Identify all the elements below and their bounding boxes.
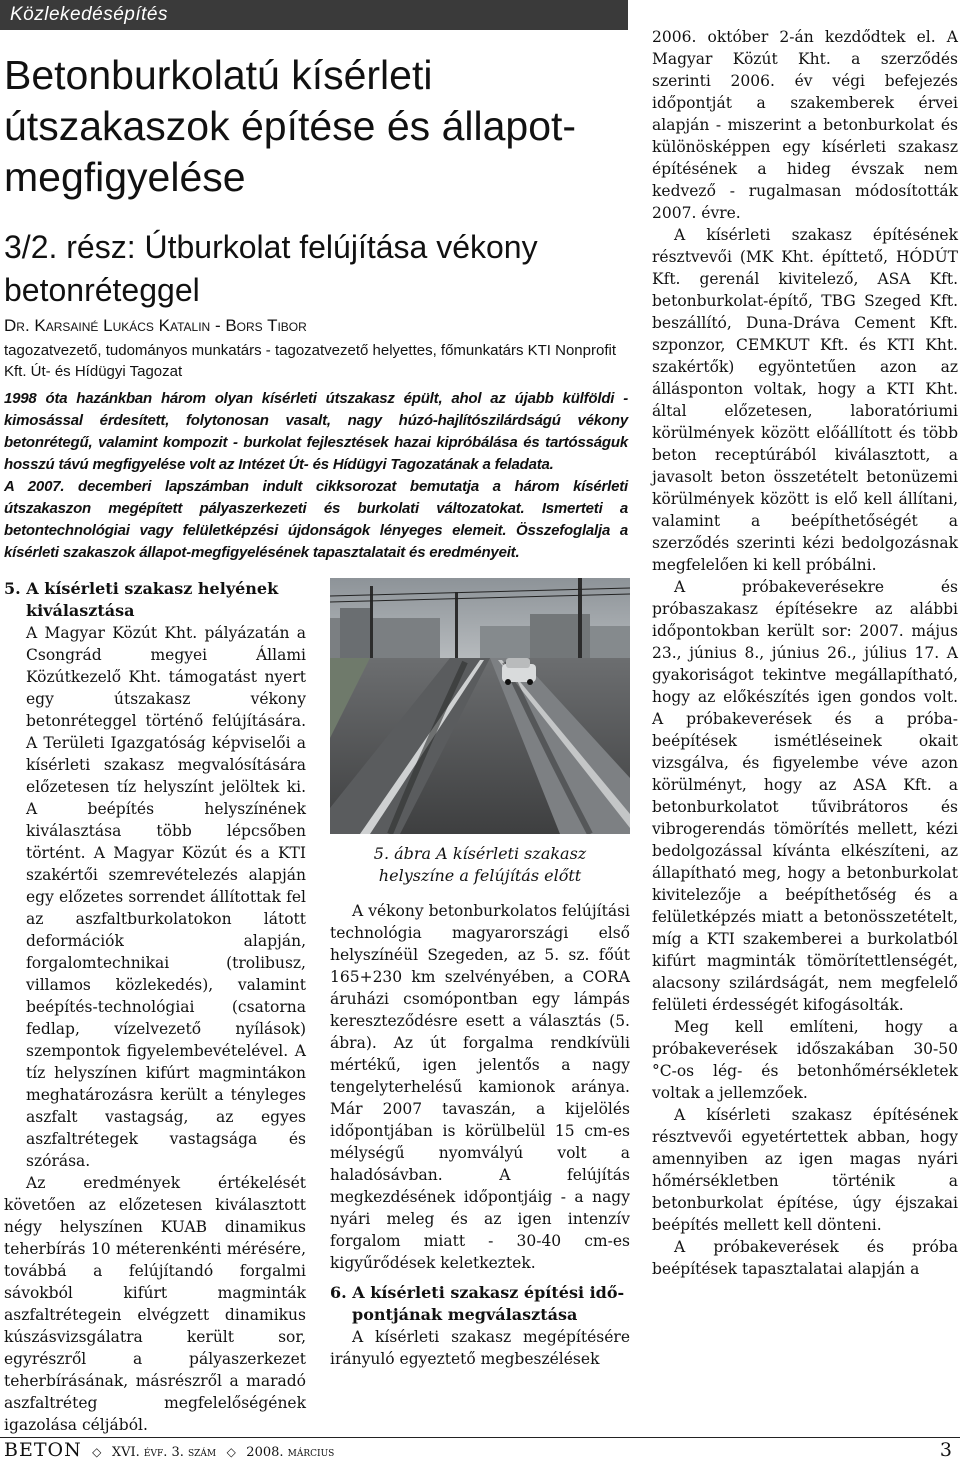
affiliation: tagozatvezető, tudományos munkatárs - tagozatvezető helyettes, főmunkatárs KTI Nonprofit Kft. Út- és Hídügyi Tagozat [4, 342, 616, 380]
body-paragraph: A kísérleti szakasz építésének résztvevői (MK Kht. építtető, HÓDÚT Kft. gerenál kivitelező, ASA Kft. betonburkolat-építő, TBG Szeged Kft. beszállító, Duna-Dráva Cement Kft. szponzor, CEMKUT Kft. és KTI Kht. szakértők) egyöntetűen azon az állásponton voltak, hogy a KTI Kht. által előzetesen, laboratóriumi körülmények között előállított és több beton receptúrából kiválasztott, a javasolt beton összetételt betonüzemi körülmények között is elő kell állítani, valamint a beépíthetőségét a szerződés szerinti kézi bedolgozásnak megfelelően ki kell próbálni. [652, 226, 958, 574]
figure-caption [340, 843, 620, 887]
body-paragraph: A próbakeverések és próba beépítések tapasztalatai alapján a [652, 1238, 958, 1278]
section-5-number: 5. [4, 579, 21, 598]
road-photo-image [330, 578, 630, 834]
issue-date: 2008. március [246, 1445, 335, 1460]
section-5-heading-line2: kiválasztása [26, 601, 135, 620]
figure-caption-line2: helyszíne a felújítás előtt [378, 866, 582, 885]
section-6-number: 6. [330, 1283, 347, 1302]
diamond-icon: ◇ [226, 1445, 236, 1459]
column-middle [330, 900, 630, 1370]
column-right [652, 26, 958, 1280]
magazine-name: BETON [4, 1439, 82, 1461]
section-6-heading-line2: pontjának megválasztása [352, 1305, 578, 1324]
abstract-paragraph: A 2007. decemberi lapszámban indult cikksorozat bemutatja a három kísérleti útszakaszon megépített pályaszerkezeti és burkolati változatokat. Ismerteti a betontechnológiai vagy felületképzési újdonságok lényeges elemeit. Összefoglalja a kísérleti szakaszok állapot-megfigyelésének tapasztalatait és eredményeit. [4, 478, 628, 561]
column-left [4, 578, 306, 1436]
diamond-icon: ◇ [92, 1445, 102, 1459]
section-5-heading [4, 578, 306, 622]
page-number: 3 [939, 1439, 952, 1461]
authors: Dr. Karsainé Lukács Katalin - Bors Tibor [4, 316, 307, 335]
body-paragraph: A kísérleti szakasz építésének résztvevői egyetértettek abban, hogy amennyiben az igen magas nyári hőmérsékletben történik a betonburkolat építése, úgy éjszakai beépítés mellett kell dönteni. [652, 1106, 958, 1234]
article-title: Betonburkolatú kísérleti útszakaszok építése és állapot-megfigyelése [4, 52, 577, 200]
figure-caption-line1: 5. ábra A kísérleti szakasz [373, 844, 587, 863]
body-paragraph: Az eredmények értékelését követően az előzetesen kiválasztott négy helyszínen KUAB dinamikus teherbírás 10 méterenkénti mérésére, továbbá a felújítandó forgalmi sávokból kifúrt magminták aszfaltrétegein elvégzett dinamikus kúszásvizsgálatra került sor, egyrészről a pályaszerkezet teherbírásának, másrészről a maradó aszfaltréteg megfelelőségének igazolása céljából. [4, 1174, 306, 1434]
body-paragraph: 2006. október 2-án kezdődtek el. A Magyar Közút Kht. a szerződés szerinti 2006. év végi befejezés időpontját a szakemberek érvei alapján - miszerint a betonburkolat és különösképpen egy kísérleti szakasz építésének a hideg évszak nem kedvező - rugalmasan módosították 2007. évre. [652, 28, 958, 222]
article-subtitle: 3/2. rész: Útburkolat felújítása vékony betonréteggel [4, 229, 538, 308]
body-paragraph: Meg kell említeni, hogy a próbakeverések időszakában 30-50 °C-os lég- és betonhőmérsékletek voltak a jellemzőek. [652, 1018, 958, 1102]
page-footer [4, 1440, 956, 1460]
issue-volume: XVI. évf. 3. szám [111, 1445, 217, 1460]
body-paragraph: A kísérleti szakasz megépítésére irányuló egyeztető megbeszélések [330, 1328, 630, 1368]
section-6-heading-line1: A kísérleti szakasz építési idő- [352, 1283, 625, 1302]
section-tag: Közlekedésépítés [0, 0, 628, 30]
abstract-paragraph: 1998 óta hazánkban három olyan kísérleti útszakasz épült, ahol az újabb külföldi - kimosással érdesített, folytonosan vasalt, nagy húzó-hajlítószilárdságú vékony betonrétegű, valamint kompozit - burkolat fejlesztések hazai kipróbálása és tartósságuk hosszú távú megfigyelése volt az Intézet Út- és Hídügyi Tagozatának a feladata. [4, 390, 628, 473]
body-paragraph: A próbakeverésekre és próbaszakasz építésekre az alábbi időpontokban került sor: 2007. május 23., június 8., június 26., július 17. A gyakoriságot tekintve megállapítható, hogy az előkészítés igen gondos volt. A próbakeverések és a próba-beépítések ismétléseinek okait vizsgálva, és figyelembe véve azon körülményt, hogy az ASA Kft. a betonburkolatot tűvibrátoros és vibrogerendás tömörítés mellett, kézi bedolgozással kívánta elkészíteni, az állapítható meg, hogy a betonburkolat kivitelezője a beépíthetőség és a felületképzés miatt a betonösszetételt, míg a KTI szakemberei a burkolatból kifúrt magminták tömörítettlenségét, alacsony szilárdságát, nem megfelelő felületi érdességét kifogásolták. [652, 578, 958, 1014]
footer-divider [0, 1437, 960, 1438]
road-photo [330, 578, 630, 834]
section-5-heading-line1: A kísérleti szakasz helyének [26, 579, 279, 598]
body-paragraph: A vékony betonburkolatos felújítási technológia magyarországi első helyszínéül Szegeden, az 5. sz. főút 165+230 km szelvényében, a CORA áruházi csomópontban egy lámpás kereszteződésre esett a választás (5. ábra). Az út forgalma rendkívüli mértékű, igen jelentős a nagy tengelyterhelésű kamionok aránya. Már 2007 tavaszán, a kijelölés időpontjában is körülbelül 15 cm-es mélységű nyomvályú volt a haladósávban. A felújítás megkezdésének időpontjáig - a nagy nyári meleg és az igen intenzív forgalom miatt - 30-40 cm-es kigyűrődések keletkeztek. [330, 902, 630, 1272]
abstract [4, 388, 628, 564]
section-6-heading [330, 1282, 630, 1326]
body-paragraph: A Magyar Közút Kht. pályázatán a Csongrád megyei Állami Közútkezelő Kht. támogatást nyert egy útszakasz vékony betonréteggel történő felújítására. A Területi Igazgatóság képviselői a kísérleti szakasz megvalósítására előzetesen tíz helyszínt jelöltek ki. A beépítés helyszínének kiválasztása több lépcsőben történt. A Magyar Közút és a KTI szakértői szemrevételezés alapján egy előzetes sorrendet állítottak fel az aszfaltburkolatokon látott deformációk alapján, forgalomtechnikai (trolibusz, villamos közlekedés), valamint beépítés-technológiai (csatorna fedlap, vízelvezető nyílások) szempontok figyelembevételével. A tíz helyszínen kifúrt magmintákon meghatározásra került a tényleges aszfalt vastagság, az egyes aszfaltrétegek vastagsága és szórása. [26, 624, 306, 1170]
